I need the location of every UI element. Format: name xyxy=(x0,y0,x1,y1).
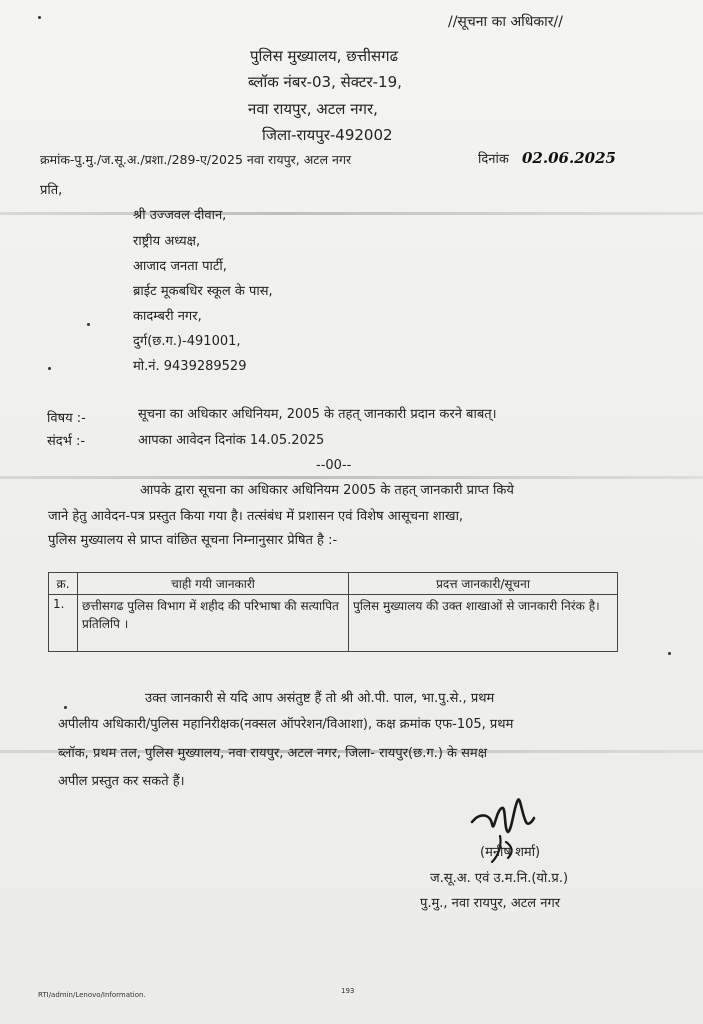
speck xyxy=(38,16,41,19)
body-line: जाने हेतु आवेदन-पत्र प्रस्तुत किया गया है। तत्संबंध में प्रशासन एवं विशेष आसूचना शाखा, xyxy=(48,509,464,524)
subject-label: विषय :- xyxy=(47,411,86,426)
speck xyxy=(87,323,90,326)
address-line: कादम्बरी नगर, xyxy=(133,309,202,324)
address-line: श्री उज्जवल दीवान, xyxy=(133,208,227,223)
header-line-3: नवा रायपुर, अटल नगर, xyxy=(248,100,378,118)
appeal-line: अपीलीय अधिकारी/पुलिस महानिरीक्षक(नक्सल ऑपरेशन/विआशा), कक्ष क्रमांक एफ-105, प्रथम xyxy=(58,717,514,732)
header-line-1: पुलिस मुख्यालय, छत्तीसगढ xyxy=(250,47,399,65)
subject-text: सूचना का अधिकार अधिनियम, 2005 के तहत् जानकारी प्रदान करने बाबत्। xyxy=(138,407,497,422)
table-header-given: प्रदत्त जानकारी/सूचना xyxy=(349,573,618,595)
page-number: 193 xyxy=(341,987,355,995)
speck xyxy=(64,706,67,709)
appeal-line: ब्लॉक, प्रथम तल, पुलिस मुख्यालय, नवा रायपुर, अटल नगर, जिला- रायपुर(छ.ग.) के समक्ष xyxy=(58,746,488,761)
appeal-line: अपील प्रस्तुत कर सकते हैं। xyxy=(58,774,185,789)
footer-path: RTI/admin/Lenovo/Information. xyxy=(38,991,146,999)
address-line: राष्ट्रीय अध्यक्ष, xyxy=(133,234,201,249)
reference-text: आपका आवेदन दिनांक 14.05.2025 xyxy=(138,433,325,448)
signatory-designation-1: ज.सू.अ. एवं उ.म.नि.(यो.प्र.) xyxy=(430,871,569,886)
reference-label: संदर्भ :- xyxy=(47,434,86,449)
separator: --00-- xyxy=(316,458,352,473)
address-line: मो.नं. 9439289529 xyxy=(133,359,247,374)
table-cell-given: पुलिस मुख्यालय की उक्त शाखाओं से जानकारी निरंक है। xyxy=(349,595,618,652)
signatory-designation-2: पु.मु., नवा रायपुर, अटल नगर xyxy=(420,896,561,911)
table-header-row xyxy=(49,573,618,595)
to-label: प्रति, xyxy=(40,183,63,198)
table-cell-asked: छत्तीसगढ पुलिस विभाग में शहीद की परिभाषा की सत्यापित प्रतिलिपि । xyxy=(78,595,349,652)
table-cell-sr: 1. xyxy=(49,595,78,652)
address-line: ब्राईट मूकबधिर स्कूल के पास, xyxy=(133,284,273,299)
fold-line xyxy=(0,212,703,215)
header-line-2: ब्लॉक नंबर-03, सेक्टर-19, xyxy=(248,73,402,91)
rti-top-note: //सूचना का अधिकार// xyxy=(448,14,563,30)
table-header-asked: चाही गयी जानकारी xyxy=(78,573,349,595)
date-value: 02.06.2025 xyxy=(522,149,616,167)
information-table xyxy=(48,572,618,652)
speck xyxy=(48,367,51,370)
address-line: दुर्ग(छ.ग.)-491001, xyxy=(133,334,241,349)
appeal-line: उक्त जानकारी से यदि आप असंतुष्ट हैं तो श्री ओ.पी. पाल, भा.पु.से., प्रथम xyxy=(145,691,495,706)
address-line: आजाद जनता पार्टी, xyxy=(133,259,227,274)
body-line: आपके द्वारा सूचना का अधिकार अधिनियम 2005 के तहत् जानकारी प्राप्त किये xyxy=(140,483,514,498)
signatory-name: (मनीष शर्मा) xyxy=(480,845,541,860)
reference-number: क्रमांक-पु.मु./ज.सू.अ./प्रशा./289-ए/2025 नवा रायपुर, अटल नगर xyxy=(40,152,352,167)
table-header-sr: क्र. xyxy=(49,573,78,595)
date-label: दिनांक xyxy=(478,152,509,167)
fold-line xyxy=(0,476,703,479)
body-line: पुलिस मुख्यालय से प्राप्त वांछित सूचना निम्नानुसार प्रेषित है :- xyxy=(48,533,338,548)
speck xyxy=(668,652,671,655)
table-row xyxy=(49,595,618,652)
header-line-4: जिला-रायपुर-492002 xyxy=(262,126,393,144)
